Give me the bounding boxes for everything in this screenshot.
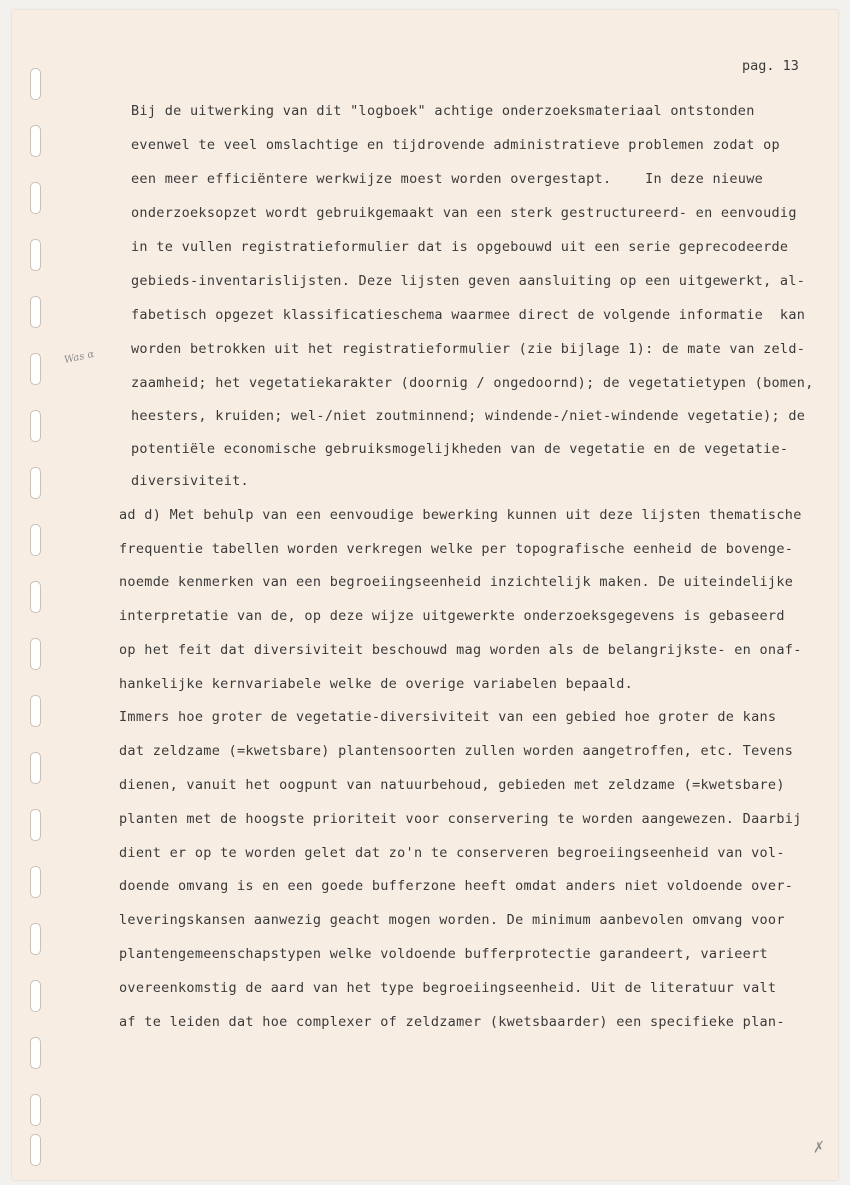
text-line: interpretatie van de, op deze wijze uitgewerkte onderzoeksgegevens is gebaseerd: [119, 608, 785, 624]
text-line: op het feit dat diversiviteit beschouwd mag worden als de belangrijkste- en onaf-: [119, 642, 802, 658]
binder-hole: [30, 809, 41, 841]
binder-hole: [30, 410, 41, 442]
text-line: planten met de hoogste prioriteit voor conservering te worden aangewezen. Daarbij: [119, 811, 802, 827]
text-line: dienen, vanuit het oogpunt van natuurbehoud, gebieden met zeldzame (=kwetsbare): [119, 777, 785, 793]
text-line: frequentie tabellen worden verkregen welke per topografische eenheid de bovenge-: [119, 541, 794, 557]
text-line: leveringskansen aanwezig geacht mogen worden. De minimum aanbevolen omvang voor: [119, 912, 785, 928]
binder-hole: [30, 1037, 41, 1069]
binder-hole: [30, 239, 41, 271]
text-line: af te leiden dat hoe complexer of zeldzamer (kwetsbaarder) een specifieke plan-: [119, 1014, 785, 1030]
binder-hole: [30, 125, 41, 157]
text-line: gebieds-inventarislijsten. Deze lijsten geven aansluiting op een uitgewerkt, al-: [131, 273, 806, 289]
binder-hole: [30, 353, 41, 385]
binder-hole: [30, 638, 41, 670]
binder-hole: [30, 923, 41, 955]
text-line: overeenkomstig de aard van het type begroeiingseenheid. Uit de literatuur valt: [119, 980, 777, 996]
text-line: dient er op te worden gelet dat zo'n te conserveren begroeiingseenheid van vol-: [119, 845, 785, 861]
binder-hole: [30, 752, 41, 784]
corner-pencil-mark: ✗: [810, 1138, 826, 1158]
binder-hole: [30, 980, 41, 1012]
binder-hole: [30, 695, 41, 727]
binder-hole: [30, 581, 41, 613]
handwritten-margin-note: Was α: [63, 348, 96, 367]
binder-hole: [30, 68, 41, 100]
text-line: Immers hoe groter de vegetatie-diversiviteit van een gebied hoe groter de kans: [119, 709, 777, 725]
text-line: Bij de uitwerking van dit "logboek" achtige onderzoeksmateriaal ontstonden: [131, 103, 755, 119]
text-line: evenwel te veel omslachtige en tijdrovende administratieve problemen zodat op: [131, 137, 780, 153]
text-line: zaamheid; het vegetatiekarakter (doornig / ongedoornd); de vegetatietypen (bomen,: [131, 375, 814, 391]
text-line: noemde kenmerken van een begroeiingseenheid inzichtelijk maken. De uiteindelijke: [119, 574, 794, 590]
text-line: een meer efficiëntere werkwijze moest worden overgestapt. In deze nieuwe: [131, 171, 764, 187]
text-line: worden betrokken uit het registratieformulier (zie bijlage 1): de mate van zeld-: [131, 341, 806, 357]
binder-hole: [30, 296, 41, 328]
text-line: hankelijke kernvariabele welke de overige variabelen bepaald.: [119, 676, 634, 692]
text-line: ad d) Met behulp van een eenvoudige bewerking kunnen uit deze lijsten thematische: [119, 507, 802, 523]
text-line: onderzoeksopzet wordt gebruikgemaakt van een sterk gestructureerd- en eenvoudig: [131, 205, 797, 221]
binder-hole: [30, 866, 41, 898]
document-page: [12, 10, 838, 1180]
text-line: fabetisch opgezet klassificatieschema waarmee direct de volgende informatie kan: [131, 307, 806, 323]
text-line: plantengemeenschapstypen welke voldoende bufferprotectie garandeert, varieert: [119, 946, 768, 962]
text-line: heesters, kruiden; wel-/niet zoutminnend; windende-/niet-windende vegetatie); de: [131, 408, 806, 424]
text-line: diversiviteit.: [131, 473, 249, 489]
binder-hole: [30, 467, 41, 499]
text-line: dat zeldzame (=kwetsbare) plantensoorten zullen worden aangetroffen, etc. Tevens: [119, 743, 794, 759]
text-line: potentiële economische gebruiksmogelijkheden van de vegetatie en de vegetatie-: [131, 441, 789, 457]
binder-hole: [30, 182, 41, 214]
page-number: pag. 13: [742, 58, 799, 74]
text-line: in te vullen registratieformulier dat is opgebouwd uit een serie geprecodeerde: [131, 239, 789, 255]
binder-hole: [30, 524, 41, 556]
binder-hole: [30, 1094, 41, 1126]
binder-hole: [30, 1134, 41, 1166]
text-line: doende omvang is en een goede bufferzone heeft omdat anders niet voldoende over-: [119, 878, 794, 894]
